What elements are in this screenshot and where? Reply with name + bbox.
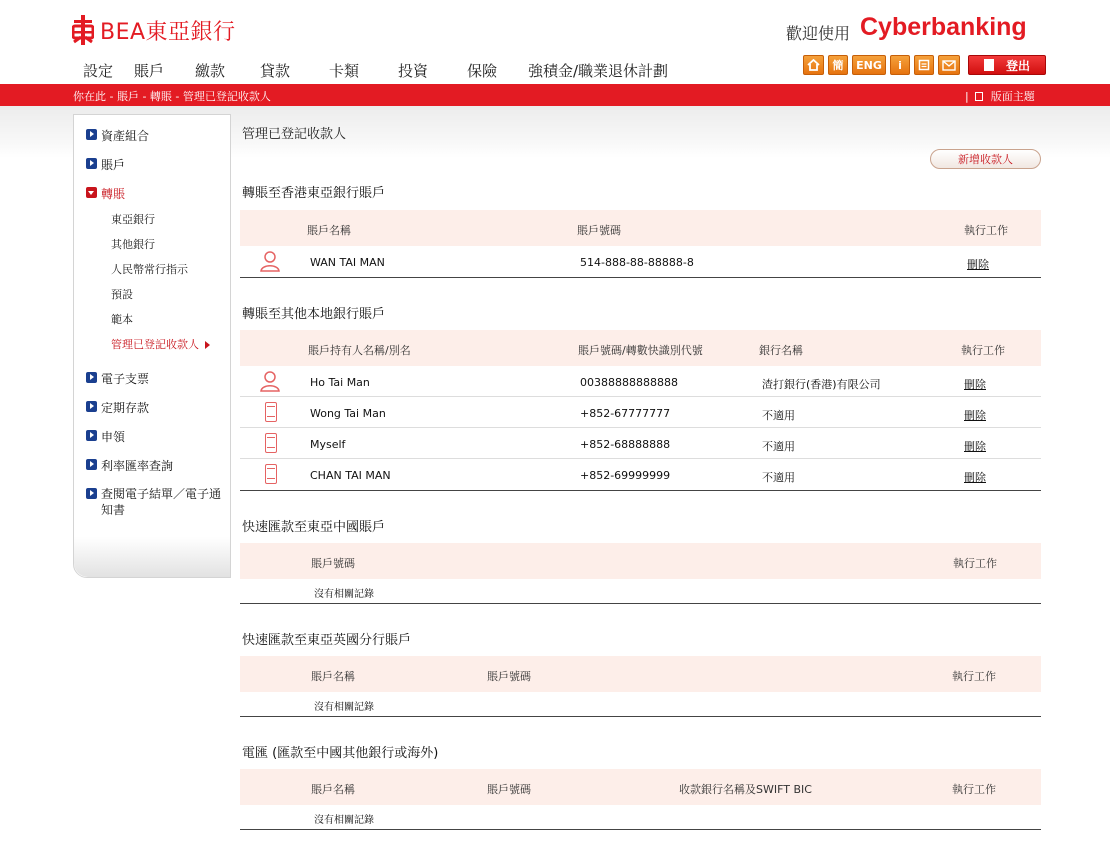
delete-link[interactable]: 刪除 — [964, 471, 986, 484]
bank-logo-text[interactable]: BEA東亞銀行 — [100, 20, 236, 45]
arrow-icon — [86, 488, 97, 499]
account-number: +852-68888888 — [580, 438, 671, 451]
subitem-rmb-standing[interactable]: 人民幣常行指示 — [111, 263, 188, 276]
table-row — [240, 397, 1041, 428]
section-title: 快速匯款至東亞英國分行賬戶 — [242, 633, 412, 648]
delete-link[interactable]: 刪除 — [964, 440, 986, 453]
account-number: 514-888-88-88888-8 — [580, 256, 694, 269]
theme-icon — [975, 92, 983, 101]
sidebar-item-apply[interactable] — [86, 428, 125, 445]
simplified-icon[interactable]: 簡 — [828, 55, 848, 75]
sidebar-item-rates[interactable] — [86, 457, 173, 474]
add-payee-button[interactable]: 新增收款人 — [930, 149, 1041, 169]
breadcrumb: 你在此 - 賬戶 - 轉賬 - 管理已登記收款人 — [73, 90, 271, 103]
nav-payments[interactable]: 繳款 — [195, 62, 226, 80]
sidebar-item-portfolio[interactable] — [86, 127, 149, 144]
table-row — [240, 428, 1041, 459]
sidebar-item-label: 申領 — [101, 430, 126, 444]
header — [0, 0, 1110, 84]
delete-link[interactable]: 刪除 — [964, 409, 986, 422]
sidebar-item-estatements[interactable] — [86, 486, 224, 518]
table-row — [240, 246, 1041, 278]
table-row — [240, 366, 1041, 397]
sidebar-item-label: 電子支票 — [101, 372, 150, 386]
sidebar-item-accounts[interactable] — [86, 156, 125, 173]
subitem-manage-payees[interactable]: 管理已登記收款人 — [111, 336, 210, 352]
col-header: 執行工作 — [952, 670, 996, 683]
section-title: 轉賬至香港東亞銀行賬戶 — [242, 186, 386, 201]
mobile-icon — [265, 464, 277, 484]
bank-name: 不適用 — [762, 409, 795, 422]
delete-link[interactable]: 刪除 — [964, 378, 986, 391]
subitem-scheduled[interactable]: 預設 — [111, 288, 133, 301]
empty-message: 沒有相關記錄 — [314, 815, 374, 826]
sidebar — [73, 114, 231, 578]
sidebar-item-echeque[interactable] — [86, 370, 149, 387]
arrow-icon — [86, 401, 97, 412]
col-header: 賬戶名稱 — [307, 224, 351, 237]
nav-cards[interactable]: 卡類 — [329, 62, 360, 80]
breadcrumb-bar — [0, 84, 1110, 106]
account-number: +852-69999999 — [580, 469, 671, 482]
sidebar-item-label: 定期存款 — [101, 401, 150, 415]
col-header: 賬戶持有人名稱/別名 — [308, 344, 411, 357]
table-row — [240, 805, 1041, 830]
empty-message: 沒有相關記錄 — [314, 702, 374, 713]
theme-selector[interactable]: | 版面主題 — [965, 90, 1035, 103]
bank-name: 不適用 — [762, 471, 795, 484]
table-row — [240, 692, 1041, 717]
sidebar-footer — [74, 537, 230, 577]
sidebar-item-label: 資產組合 — [101, 129, 150, 143]
account-number: 00388888888888 — [580, 376, 678, 389]
subitem-templates[interactable]: 範本 — [111, 313, 133, 326]
col-header: 執行工作 — [953, 557, 997, 570]
col-header: 賬戶號碼 — [487, 670, 531, 683]
subitem-other-banks[interactable]: 其他銀行 — [111, 238, 155, 251]
sidebar-item-label: 查閱電子結單／電子通知書 — [101, 487, 222, 517]
bank-name: 渣打銀行(香港)有限公司 — [762, 378, 881, 391]
page-title: 管理已登記收款人 — [242, 127, 347, 142]
sidebar-item-label: 賬戶 — [101, 158, 126, 172]
section-title: 電匯 (匯款至中國其他銀行或海外) — [242, 746, 439, 761]
table-header — [240, 543, 1041, 579]
logout-label: 登出 — [1005, 58, 1030, 73]
table-row — [240, 459, 1041, 491]
col-header: 銀行名稱 — [759, 344, 803, 357]
account-number: +852-67777777 — [580, 407, 671, 420]
nav-settings[interactable]: 設定 — [83, 62, 114, 80]
table-header — [240, 769, 1041, 805]
arrow-icon — [86, 158, 97, 169]
cyberbanking-brand: Cyberbanking — [860, 13, 1027, 41]
person-icon — [259, 250, 281, 272]
theme-label: 版面主題 — [990, 90, 1035, 103]
mobile-icon — [265, 433, 277, 453]
section-title: 快速匯款至東亞中國賬戶 — [242, 520, 386, 535]
payee-name: WAN TAI MAN — [310, 256, 385, 269]
bea-logo-icon — [72, 15, 94, 45]
col-header: 賬戶號碼 — [577, 224, 621, 237]
toolbar-icons — [803, 55, 1046, 75]
payee-name: Wong Tai Man — [310, 407, 386, 420]
payee-name: CHAN TAI MAN — [310, 469, 391, 482]
col-header: 賬戶名稱 — [311, 783, 355, 796]
person-icon — [259, 370, 281, 392]
empty-message: 沒有相關記錄 — [314, 589, 374, 600]
col-header: 賬戶號碼 — [487, 783, 531, 796]
sidebar-item-label: 轉賬 — [101, 187, 126, 201]
logout-icon — [984, 59, 994, 71]
table-row — [240, 579, 1041, 604]
subitem-bea[interactable]: 東亞銀行 — [111, 213, 155, 226]
col-header: 執行工作 — [952, 783, 996, 796]
col-header: 執行工作 — [961, 344, 1005, 357]
col-header: 執行工作 — [964, 224, 1008, 237]
table-header — [240, 210, 1041, 246]
nav-loans[interactable]: 貸款 — [260, 62, 291, 80]
nav-investment[interactable]: 投資 — [398, 62, 429, 80]
bank-name: 不適用 — [762, 440, 795, 453]
eng-icon[interactable]: ENG — [852, 55, 886, 75]
logout-button[interactable] — [968, 55, 1046, 75]
nav-insurance[interactable]: 保險 — [467, 62, 498, 80]
table-header — [240, 656, 1041, 692]
home-icon[interactable] — [803, 55, 824, 75]
col-header: 收款銀行名稱及SWIFT BIC — [679, 783, 812, 796]
payee-name: Ho Tai Man — [310, 376, 370, 389]
arrow-down-icon — [86, 187, 97, 198]
col-header: 賬戶名稱 — [311, 670, 355, 683]
print-icon[interactable] — [914, 55, 934, 75]
arrow-icon — [86, 459, 97, 470]
payee-name: Myself — [310, 438, 346, 451]
welcome-text: 歡迎使用 — [786, 24, 851, 43]
section-title: 轉賬至其他本地銀行賬戶 — [242, 307, 386, 322]
delete-link[interactable]: 刪除 — [967, 258, 989, 271]
sidebar-item-time-deposit[interactable] — [86, 399, 149, 416]
sidebar-item-transfer[interactable] — [86, 185, 125, 202]
nav-mpf[interactable]: 強積金/職業退休計劃 — [528, 62, 669, 80]
sidebar-item-label: 利率匯率查詢 — [101, 459, 174, 473]
arrow-icon — [86, 430, 97, 441]
arrow-icon — [86, 129, 97, 140]
arrow-icon — [86, 372, 97, 383]
mobile-icon — [265, 402, 277, 422]
col-header: 賬戶號碼/轉數快識別代號 — [578, 344, 703, 357]
mail-icon[interactable] — [938, 55, 960, 75]
col-header: 賬戶號碼 — [311, 557, 355, 570]
nav-accounts[interactable]: 賬戶 — [134, 62, 165, 80]
info-icon[interactable]: i — [890, 55, 910, 75]
table-header — [240, 330, 1041, 366]
